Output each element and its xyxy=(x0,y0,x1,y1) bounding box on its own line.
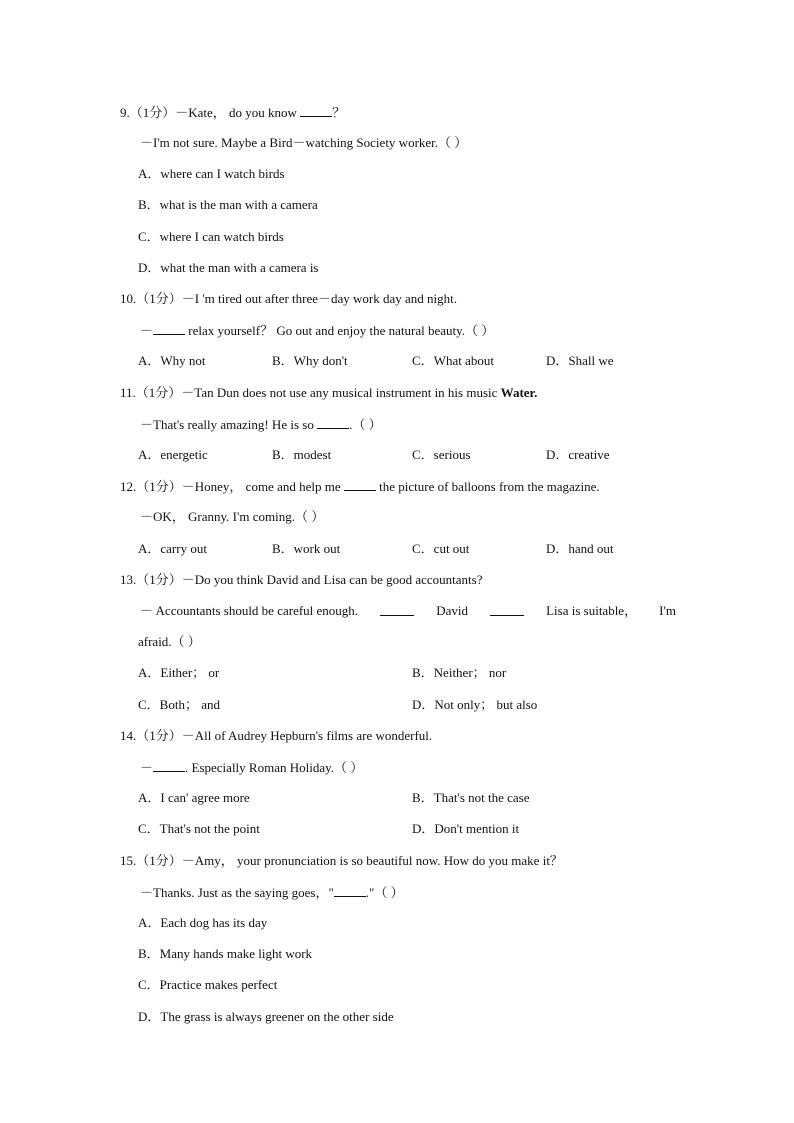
question-12-stem: 12.（1分）－Honey， come and help me the picture of balloons from the magazine. xyxy=(120,479,600,494)
question-12-reply: －OK， Granny. I'm coming.（ ） xyxy=(140,509,325,524)
question-9-option-a: A．where can I watch birds xyxy=(138,166,285,181)
question-10-option-b: B．Why don't xyxy=(272,353,348,368)
question-13-stem: 13.（1分）－Do you think David and Lisa can be good accountants? xyxy=(120,572,483,587)
question-9-option-b: B．what is the man with a camera xyxy=(138,197,318,212)
question-11-option-a: A．energetic xyxy=(138,447,208,462)
question-14-option-d: D．Don't mention it xyxy=(412,821,520,836)
question-11-stem: 11.（1分）－Tan Dun does not use any musical instrument in his music Water. xyxy=(120,385,538,400)
question-15-option-d: D．The grass is always greener on the other side xyxy=(138,1009,394,1024)
question-13-option-c: C．Both； and xyxy=(138,697,220,712)
question-15-option-a: A．Each dog has its day xyxy=(138,915,268,930)
question-11-reply: －That's really amazing! He is so .（ ） xyxy=(140,417,382,432)
question-15-reply: －Thanks. Just as the saying goes，" ."（ ） xyxy=(140,885,404,900)
answer-blank xyxy=(334,884,366,897)
question-9-option-d: D．what the man with a camera is xyxy=(138,260,319,275)
question-15-option-b: B．Many hands make light work xyxy=(138,946,313,961)
question-14-option-a: A．I can' agree more xyxy=(138,790,250,805)
question-9-stem: 9.（1分）－Kate， do you know ？ xyxy=(120,105,346,120)
question-14-reply: － . Especially Roman Holiday.（ ） xyxy=(140,760,364,775)
question-9-option-c: C．where I can watch birds xyxy=(138,229,284,244)
answer-blank xyxy=(490,603,524,616)
question-11-option-d: D．creative xyxy=(546,447,610,462)
question-10-option-d: D．Shall we xyxy=(546,353,614,368)
question-14-option-c: C．That's not the point xyxy=(138,821,260,836)
question-12-option-c: C．cut out xyxy=(412,541,470,556)
answer-blank xyxy=(380,603,414,616)
question-12-option-b: B．work out xyxy=(272,541,341,556)
question-10-reply: － relax yourself？ Go out and enjoy the natural beauty.（ ） xyxy=(140,323,495,338)
question-13-reply-continued: afraid.（ ） xyxy=(138,634,201,649)
question-11-option-b: B．modest xyxy=(272,447,332,462)
question-14-option-b: B．That's not the case xyxy=(412,790,530,805)
question-15-stem: 15.（1分）－Amy， your pronunciation is so beautiful now. How do you make it？ xyxy=(120,853,563,868)
question-12-option-d: D．hand out xyxy=(546,541,614,556)
question-15-option-c: C．Practice makes perfect xyxy=(138,977,278,992)
question-10-option-c: C．What about xyxy=(412,353,494,368)
question-10-stem: 10.（1分）－I 'm tired out after three－day work day and night. xyxy=(120,291,458,306)
question-11-option-c: C．serious xyxy=(412,447,471,462)
answer-blank xyxy=(153,759,185,772)
question-13-option-a: A．Either； or xyxy=(138,665,220,680)
question-13-reply: － Accountants should be careful enough. David Lisa is suitable， I'm xyxy=(140,603,676,618)
question-13-option-d: D．Not only； but also xyxy=(412,697,538,712)
answer-blank xyxy=(300,104,332,117)
answer-blank xyxy=(344,478,376,491)
answer-blank xyxy=(153,322,185,335)
question-14-stem: 14.（1分）－All of Audrey Hepburn's films are wonderful. xyxy=(120,728,433,743)
question-12-option-a: A．carry out xyxy=(138,541,207,556)
question-9-reply: －I'm not sure. Maybe a Bird－watching Society worker.（ ） xyxy=(140,135,468,150)
answer-blank xyxy=(317,416,349,429)
question-13-option-b: B．Neither； nor xyxy=(412,665,507,680)
question-10-option-a: A．Why not xyxy=(138,353,206,368)
